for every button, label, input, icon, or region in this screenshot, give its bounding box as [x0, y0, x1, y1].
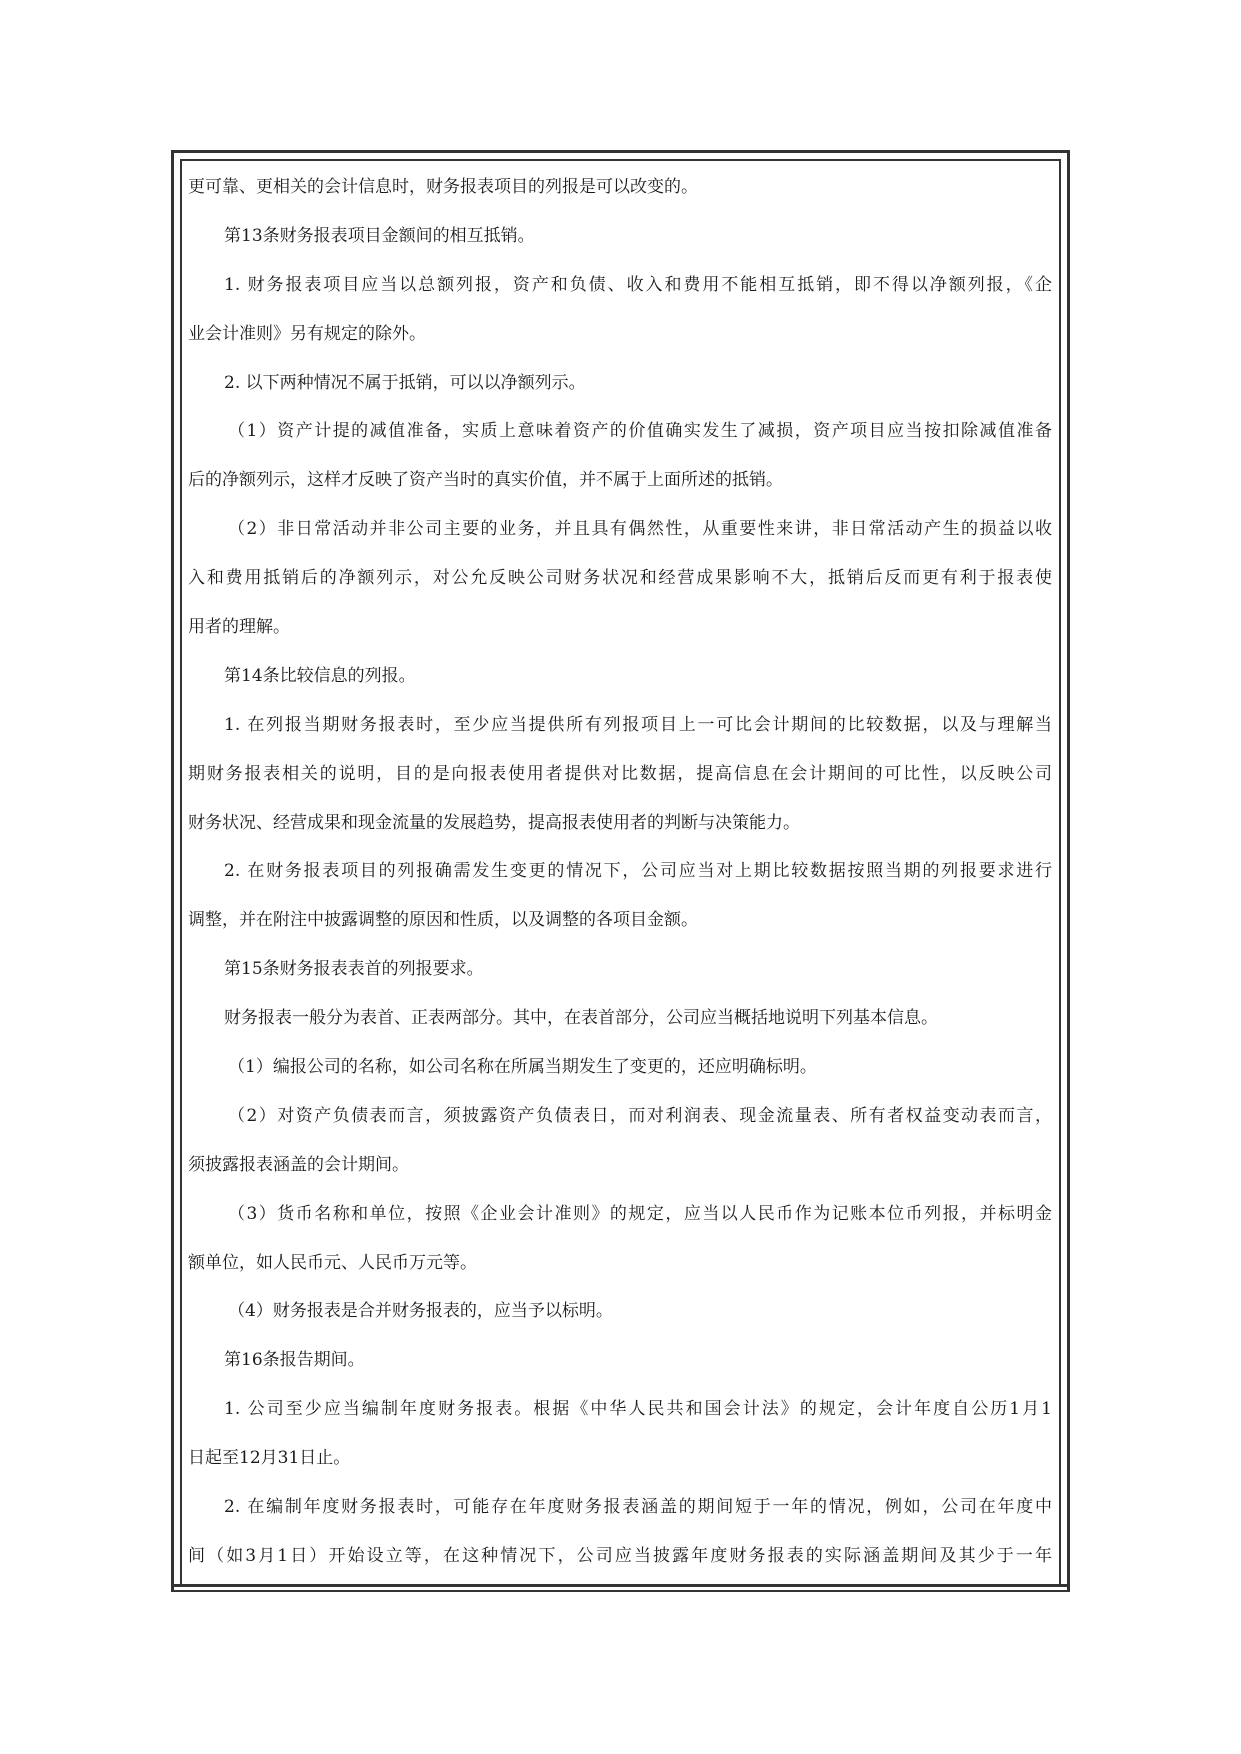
- text-line: 用者的理解。: [188, 617, 290, 638]
- text-line: 后的净额列示，这样才反映了资产当时的真实价值，并不属于上面所述的抵销。: [188, 470, 783, 491]
- text-line: 更可靠、更相关的会计信息时，财务报表项目的列报是可以改变的。: [188, 177, 698, 197]
- text-line: 业会计准则》另有规定的除外。: [188, 323, 426, 344]
- text-line: 2. 在编制年度财务报表时，可能存在年度财务报表涵盖的期间短于一年的情况，例如，公司在年度中: [224, 1497, 1052, 1518]
- text-line: 入和费用抵销后的净额列示，对公允反映公司财务状况和经营成果影响不大，抵销后反而更有利于报表使: [188, 568, 1052, 589]
- text-line: 第16条报告期间。: [224, 1350, 365, 1371]
- text-line: 1. 财务报表项目应当以总额列报，资产和负债、收入和费用不能相互抵销，即不得以净额列报，《企: [224, 274, 1052, 295]
- bottom-rule: [171, 1590, 1070, 1592]
- text-line: 期财务报表相关的说明，目的是向报表使用者提供对比数据，提高信息在会计期间的可比性，以反映公司: [188, 763, 1052, 784]
- text-line: （4）财务报表是合并财务报表的，应当予以标明。: [228, 1301, 613, 1322]
- text-line: 第14条比较信息的列报。: [224, 665, 416, 686]
- text-line: 日起至12月31日止。: [188, 1448, 351, 1469]
- text-line: 财务报表一般分为表首、正表两部分。其中，在表首部分，公司应当概括地说明下列基本信息。: [224, 1008, 938, 1029]
- text-line: 财务状况、经营成果和现金流量的发展趋势，提高报表使用者的判断与决策能力。: [188, 812, 800, 833]
- text-line: （1）编报公司的名称，如公司名称在所属当期发生了变更的，还应明确标明。: [228, 1057, 817, 1078]
- text-line: 额单位，如人民币元、人民币万元等。: [188, 1252, 477, 1273]
- text-line: 须披露报表涵盖的会计期间。: [188, 1154, 409, 1175]
- text-line: 调整，并在附注中披露调整的原因和性质，以及调整的各项目金额。: [188, 910, 698, 931]
- text-line: （2）对资产负债表而言，须披露资产负债表日，而对利润表、现金流量表、所有者权益变动表而言，: [228, 1105, 1052, 1126]
- text-line: （2）非日常活动并非公司主要的业务，并且具有偶然性，从重要性来讲，非日常活动产生的损益以收: [228, 519, 1052, 540]
- text-line: 2. 在财务报表项目的列报确需发生变更的情况下，公司应当对上期比较数据按照当期的列报要求进行: [224, 861, 1052, 882]
- text-line: （1）资产计提的减值准备，实质上意味着资产的价值确实发生了减损，资产项目应当按扣除减值准备: [228, 421, 1052, 442]
- document-body: [188, 163, 1052, 1581]
- text-line: （3）货币名称和单位，按照《企业会计准则》的规定，应当以人民币作为记账本位币列报，并标明金: [228, 1203, 1052, 1224]
- text-line: 第15条财务报表表首的列报要求。: [224, 959, 484, 980]
- bottom-rule: [171, 1584, 1070, 1587]
- text-line: 1. 在列报当期财务报表时，至少应当提供所有列报项目上一可比会计期间的比较数据，以及与理解当: [224, 714, 1052, 735]
- text-line: 1. 公司至少应当编制年度财务报表。根据《中华人民共和国会计法》的规定，会计年度自公历1月1: [224, 1399, 1052, 1420]
- text-line: 2. 以下两种情况不属于抵销，可以以净额列示。: [224, 372, 586, 393]
- text-line: 间（如3月1日）开始设立等，在这种情况下，公司应当披露年度财务报表的实际涵盖期间及其少于一年: [188, 1545, 1052, 1566]
- text-line: 第13条财务报表项目金额间的相互抵销。: [224, 225, 535, 246]
